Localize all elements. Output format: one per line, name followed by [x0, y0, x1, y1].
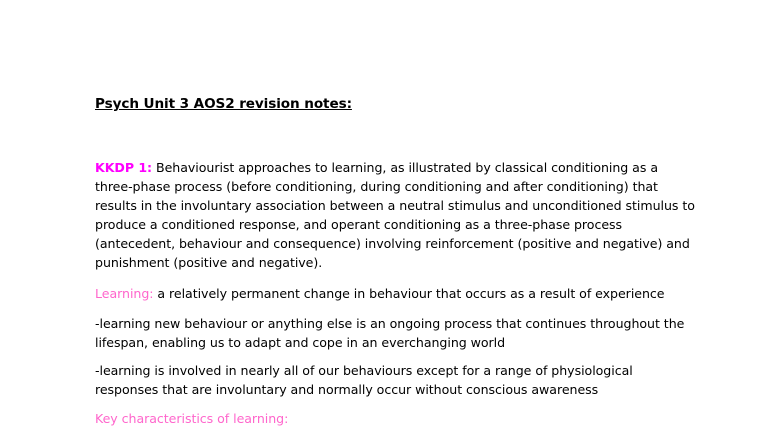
kkdp-text: Behaviourist approaches to learning, as illustrated by classical conditioning as a three-phase process (before conditioning, during conditioning and after conditioning) that results in the involuntary association between a neutral stimulus and unconditioned stimulus to produce a conditioned response, and operant conditioning as a three-phase process (antecedent, behaviour and consequence) involving reinforcement (positive and negative) and punishment (positive and negative). — [95, 160, 695, 270]
learning-definition — [95, 284, 695, 303]
note-point: -learning new behaviour or anything else is an ongoing process that continues throughout the lifespan, enabling us to adapt and cope in an everchanging world — [95, 316, 685, 350]
learning-text: a relatively permanent change in behaviour that occurs as a result of experience — [153, 286, 665, 301]
section-heading: Key characteristics of learning: — [95, 411, 289, 426]
kkdp-label: KKDP 1: — [95, 160, 153, 175]
learning-label: Learning: — [95, 286, 154, 301]
page-title: Psych Unit 3 AOS2 revision notes: — [95, 96, 352, 112]
kkdp-paragraph — [95, 158, 695, 272]
note-point: -learning is involved in nearly all of our behaviours except for a range of physiological responses that are involuntary and normally occur without conscious awareness — [95, 363, 633, 397]
